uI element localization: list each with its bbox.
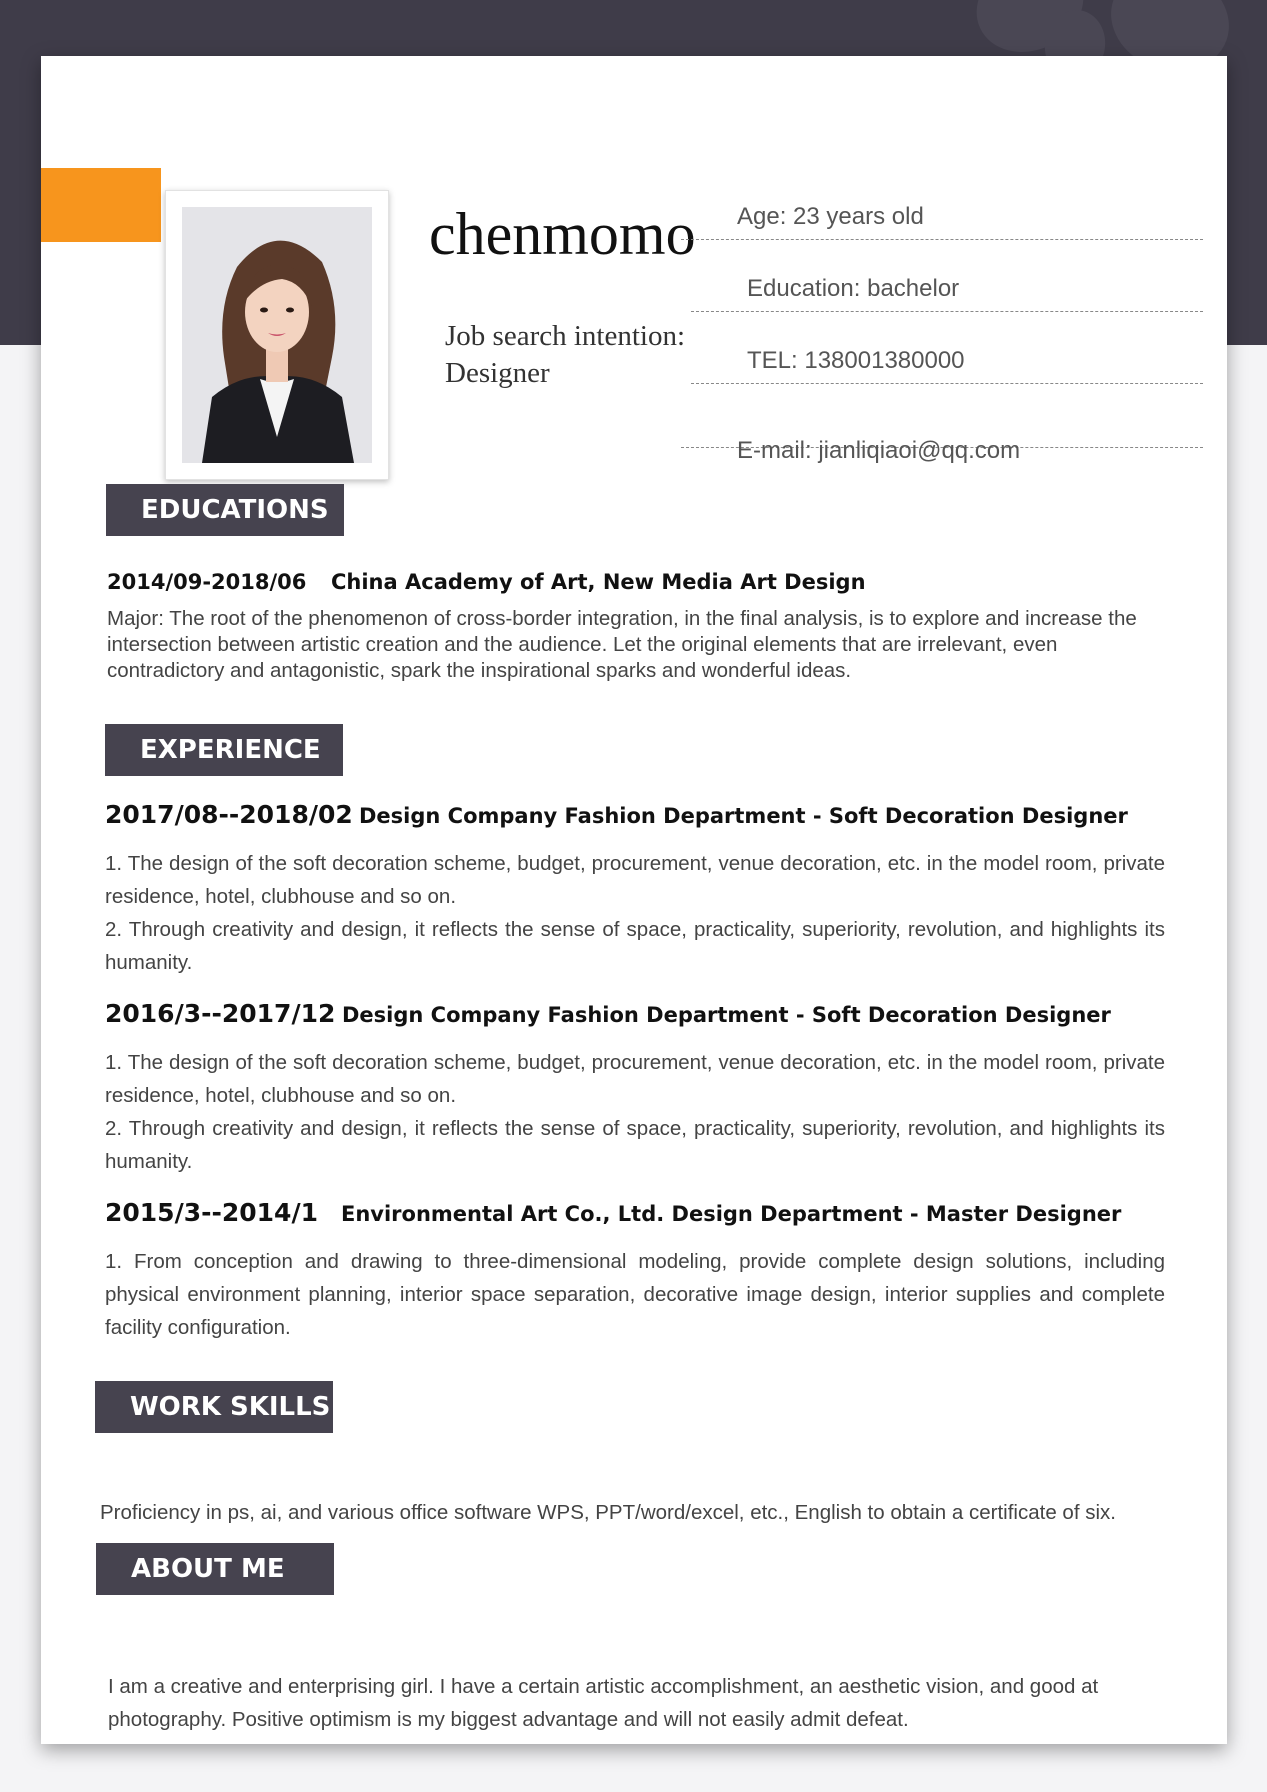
experience-description: [105, 1245, 1165, 1344]
tel-value: 138001380000: [804, 347, 965, 374]
experience-date: 2017/08--2018/02: [105, 800, 353, 829]
education-entry-head: [107, 570, 866, 594]
tel-row: [691, 338, 1203, 384]
experience-entry-head: [105, 800, 1128, 829]
resume-page: [41, 56, 1227, 1744]
section-about-me: ABOUT ME: [96, 1543, 334, 1595]
section-educations: EDUCATIONS: [106, 484, 344, 536]
section-experience: EXPERIENCE: [105, 724, 343, 776]
experience-line: 1. The design of the soft decoration scheme, budget, procurement, venue decoration, etc. in the model room, private residence, hotel, clubhouse and so on.: [105, 852, 1165, 908]
education-row: [691, 266, 1203, 312]
experience-line: 2. Through creativity and design, it reflects the sense of space, practicality, superiority, revolution, and highlights its humanity.: [105, 1117, 1165, 1173]
education-school: China Academy of Art, New Media Art Design: [331, 570, 866, 594]
candidate-name: chenmomo: [429, 201, 696, 267]
job-intention-label: Job search intention:: [445, 320, 686, 352]
profile-photo-frame: [165, 190, 389, 480]
email-row: [681, 402, 1203, 464]
profile-photo: [182, 207, 372, 463]
tel-label: TEL:: [747, 347, 798, 374]
education-date: 2014/09-2018/06: [107, 570, 307, 594]
experience-date: 2015/3--2014/1: [105, 1198, 318, 1227]
age-row: [681, 194, 1203, 240]
age-value: 23 years old: [793, 203, 924, 230]
experience-description: [105, 1046, 1165, 1178]
experience-line: 2. Through creativity and design, it reflects the sense of space, practicality, superiority, revolution, and highlights its humanity.: [105, 918, 1165, 974]
experience-description: [105, 847, 1165, 979]
email-label: E-mail:: [737, 437, 812, 464]
experience-line: 1. From conception and drawing to three-dimensional modeling, provide complete design solutions, including physical environment planning, interior space separation, decorative image design, interior supplies and complete facility configuration.: [105, 1250, 1165, 1339]
section-work-skills: WORK SKILLS: [95, 1381, 333, 1433]
experience-entry-head: [105, 999, 1111, 1028]
accent-bar: [41, 168, 161, 242]
experience-date: 2016/3--2017/12: [105, 999, 336, 1028]
experience-line: 1. The design of the soft decoration scheme, budget, procurement, venue decoration, etc. in the model room, private residence, hotel, clubhouse and so on.: [105, 1051, 1165, 1107]
job-intention-value: Designer: [445, 357, 550, 389]
experience-entry-head: [105, 1198, 1121, 1227]
experience-title: Design Company Fashion Department - Soft Decoration Designer: [359, 804, 1128, 828]
email-value: jianliqiaoi@qq.com: [818, 437, 1021, 464]
experience-title: Environmental Art Co., Ltd. Design Department - Master Designer: [341, 1202, 1122, 1226]
education-value: bachelor: [867, 275, 960, 302]
age-label: Age:: [737, 203, 787, 230]
skills-text: Proficiency in ps, ai, and various office software WPS, PPT/word/excel, etc., English to obtain a certificate of six.: [100, 1501, 1116, 1524]
email-clip: [737, 428, 1021, 464]
experience-title: Design Company Fashion Department - Soft Decoration Designer: [342, 1003, 1111, 1027]
education-description: Major: The root of the phenomenon of cross-border integration, in the final analysis, is to explore and increase the intersection between artistic creation and the audience. Let the original elements that are irrelevant, even contradictory and antagonistic, spark the inspirational sparks and wonderful ideas.: [107, 607, 1137, 682]
education-label: Education:: [747, 275, 861, 302]
about-text: I am a creative and enterprising girl. I have a certain artistic accomplishment, an aesthetic vision, and good at photography. Positive optimism is my biggest advantage and will not easily admit defeat.: [108, 1675, 1099, 1731]
